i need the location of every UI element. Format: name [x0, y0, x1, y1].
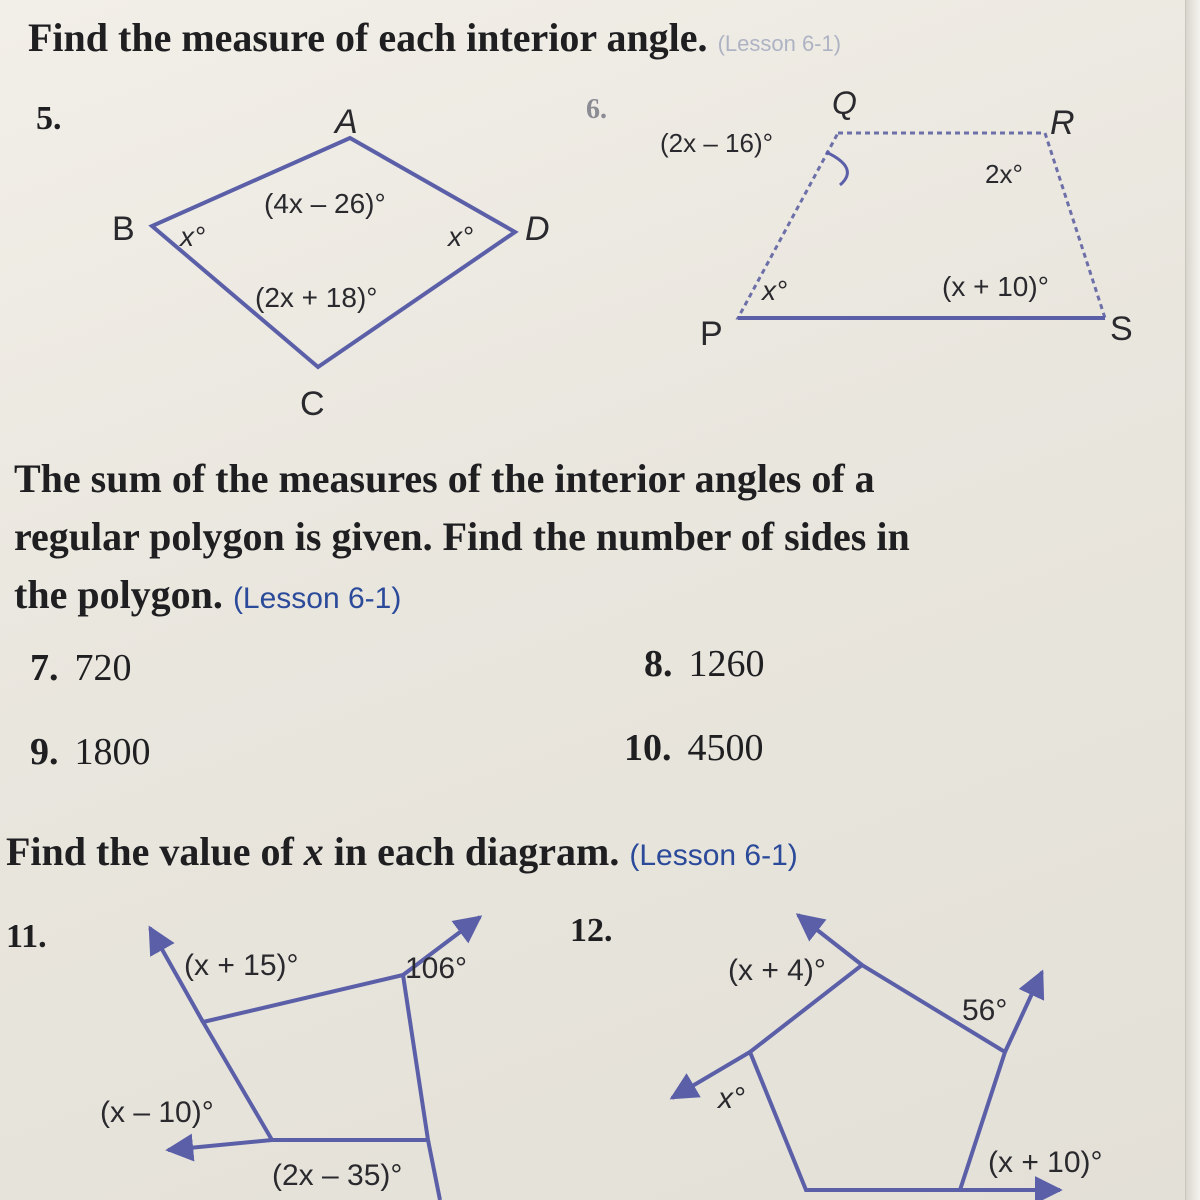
problem11-number: 11.: [6, 918, 47, 955]
vertex-D: D: [525, 210, 550, 248]
section2-line3-row: [14, 566, 1184, 628]
exercise-10-number: 10.: [624, 727, 672, 769]
problem12-angle-right: 56°: [962, 994, 1008, 1027]
problem12-angle-bottom-right: (x + 10)°: [988, 1146, 1103, 1179]
problem5-angle-C: (2x + 18)°: [255, 282, 378, 313]
problem12-figure: [672, 915, 1103, 1190]
problem11-extension-bottom: [168, 1140, 272, 1150]
exercise-9-number: 9.: [30, 731, 59, 773]
problem6-quadrilateral: [738, 133, 1105, 318]
vertex-B: B: [112, 210, 135, 248]
problem12-number: 12.: [570, 912, 613, 949]
section3-lesson-tag: (Lesson 6-1): [629, 839, 798, 872]
problem11-angle-bottom-right: (2x – 35)°: [272, 1159, 403, 1192]
exercise-10: [624, 726, 764, 770]
exercise-7: [30, 646, 132, 690]
problem6-angle-Q: (2x – 16)°: [660, 128, 774, 158]
exercise-10-value: 4500: [687, 727, 764, 769]
section3-heading-pre: Find the value of: [6, 829, 304, 874]
vertex-A: A: [335, 103, 358, 141]
section2-paragraph: [14, 450, 1184, 628]
problem6-angle-P: x°: [762, 275, 788, 306]
problem6-angle-S: (x + 10)°: [942, 271, 1049, 302]
vertex-Q: Q: [832, 85, 857, 121]
problem5-angle-D: x°: [448, 221, 474, 252]
exercise-8-value: 1260: [688, 643, 765, 685]
vertex-S: S: [1110, 310, 1133, 348]
problem11-figure: [100, 917, 480, 1200]
vertex-R: R: [1050, 104, 1075, 142]
problem11-quadrilateral: [203, 975, 428, 1140]
vertex-C: C: [300, 385, 325, 423]
problem5-number: 5.: [36, 100, 62, 137]
problem5-angle-A: (4x – 26)°: [264, 188, 386, 219]
section1-lesson-tag: (Lesson 6-1): [717, 31, 842, 56]
problem6-number: 6.: [586, 94, 607, 125]
problem12-angle-left: x°: [718, 1082, 745, 1115]
exercise-8-number: 8.: [644, 643, 673, 685]
problem12-angle-top: (x + 4)°: [728, 954, 826, 987]
exercise-7-number: 7.: [30, 647, 59, 689]
problem5-quadrilateral: [152, 138, 515, 367]
section3-heading-post: in each diagram.: [323, 829, 620, 874]
section1-heading-text: Find the measure of each interior angle.: [28, 15, 708, 60]
problem6-angle-arc: [826, 152, 847, 185]
problem6-angle-R: 2x°: [985, 159, 1023, 189]
exercise-8: [644, 642, 765, 686]
exercise-9-value: 1800: [74, 731, 151, 773]
section2-line1: The sum of the measures of the interior angles of a: [14, 456, 875, 501]
exercise-7-value: 720: [74, 647, 132, 689]
vertex-P: P: [700, 315, 723, 353]
section3-heading: [6, 828, 798, 876]
problem5-angle-B: x°: [180, 221, 206, 252]
section3-heading-var: x: [303, 829, 324, 874]
section2-lesson-tag: (Lesson 6-1): [232, 582, 402, 615]
problem5-figure: [112, 103, 550, 423]
problem6-figure: [660, 85, 1133, 353]
problem11-angle-top-left: (x + 15)°: [184, 949, 299, 982]
problem11-angle-bottom-left: (x – 10)°: [100, 1096, 214, 1129]
problem12-extension-right: [1005, 972, 1042, 1052]
problem11-angle-top-right: 106°: [405, 952, 468, 985]
section2-line3: the polygon.: [14, 572, 223, 617]
section2-line2: regular polygon is given. Find the number of sides in: [14, 514, 910, 559]
problem11-extension-right: [428, 1140, 440, 1200]
exercise-9: [30, 730, 151, 774]
